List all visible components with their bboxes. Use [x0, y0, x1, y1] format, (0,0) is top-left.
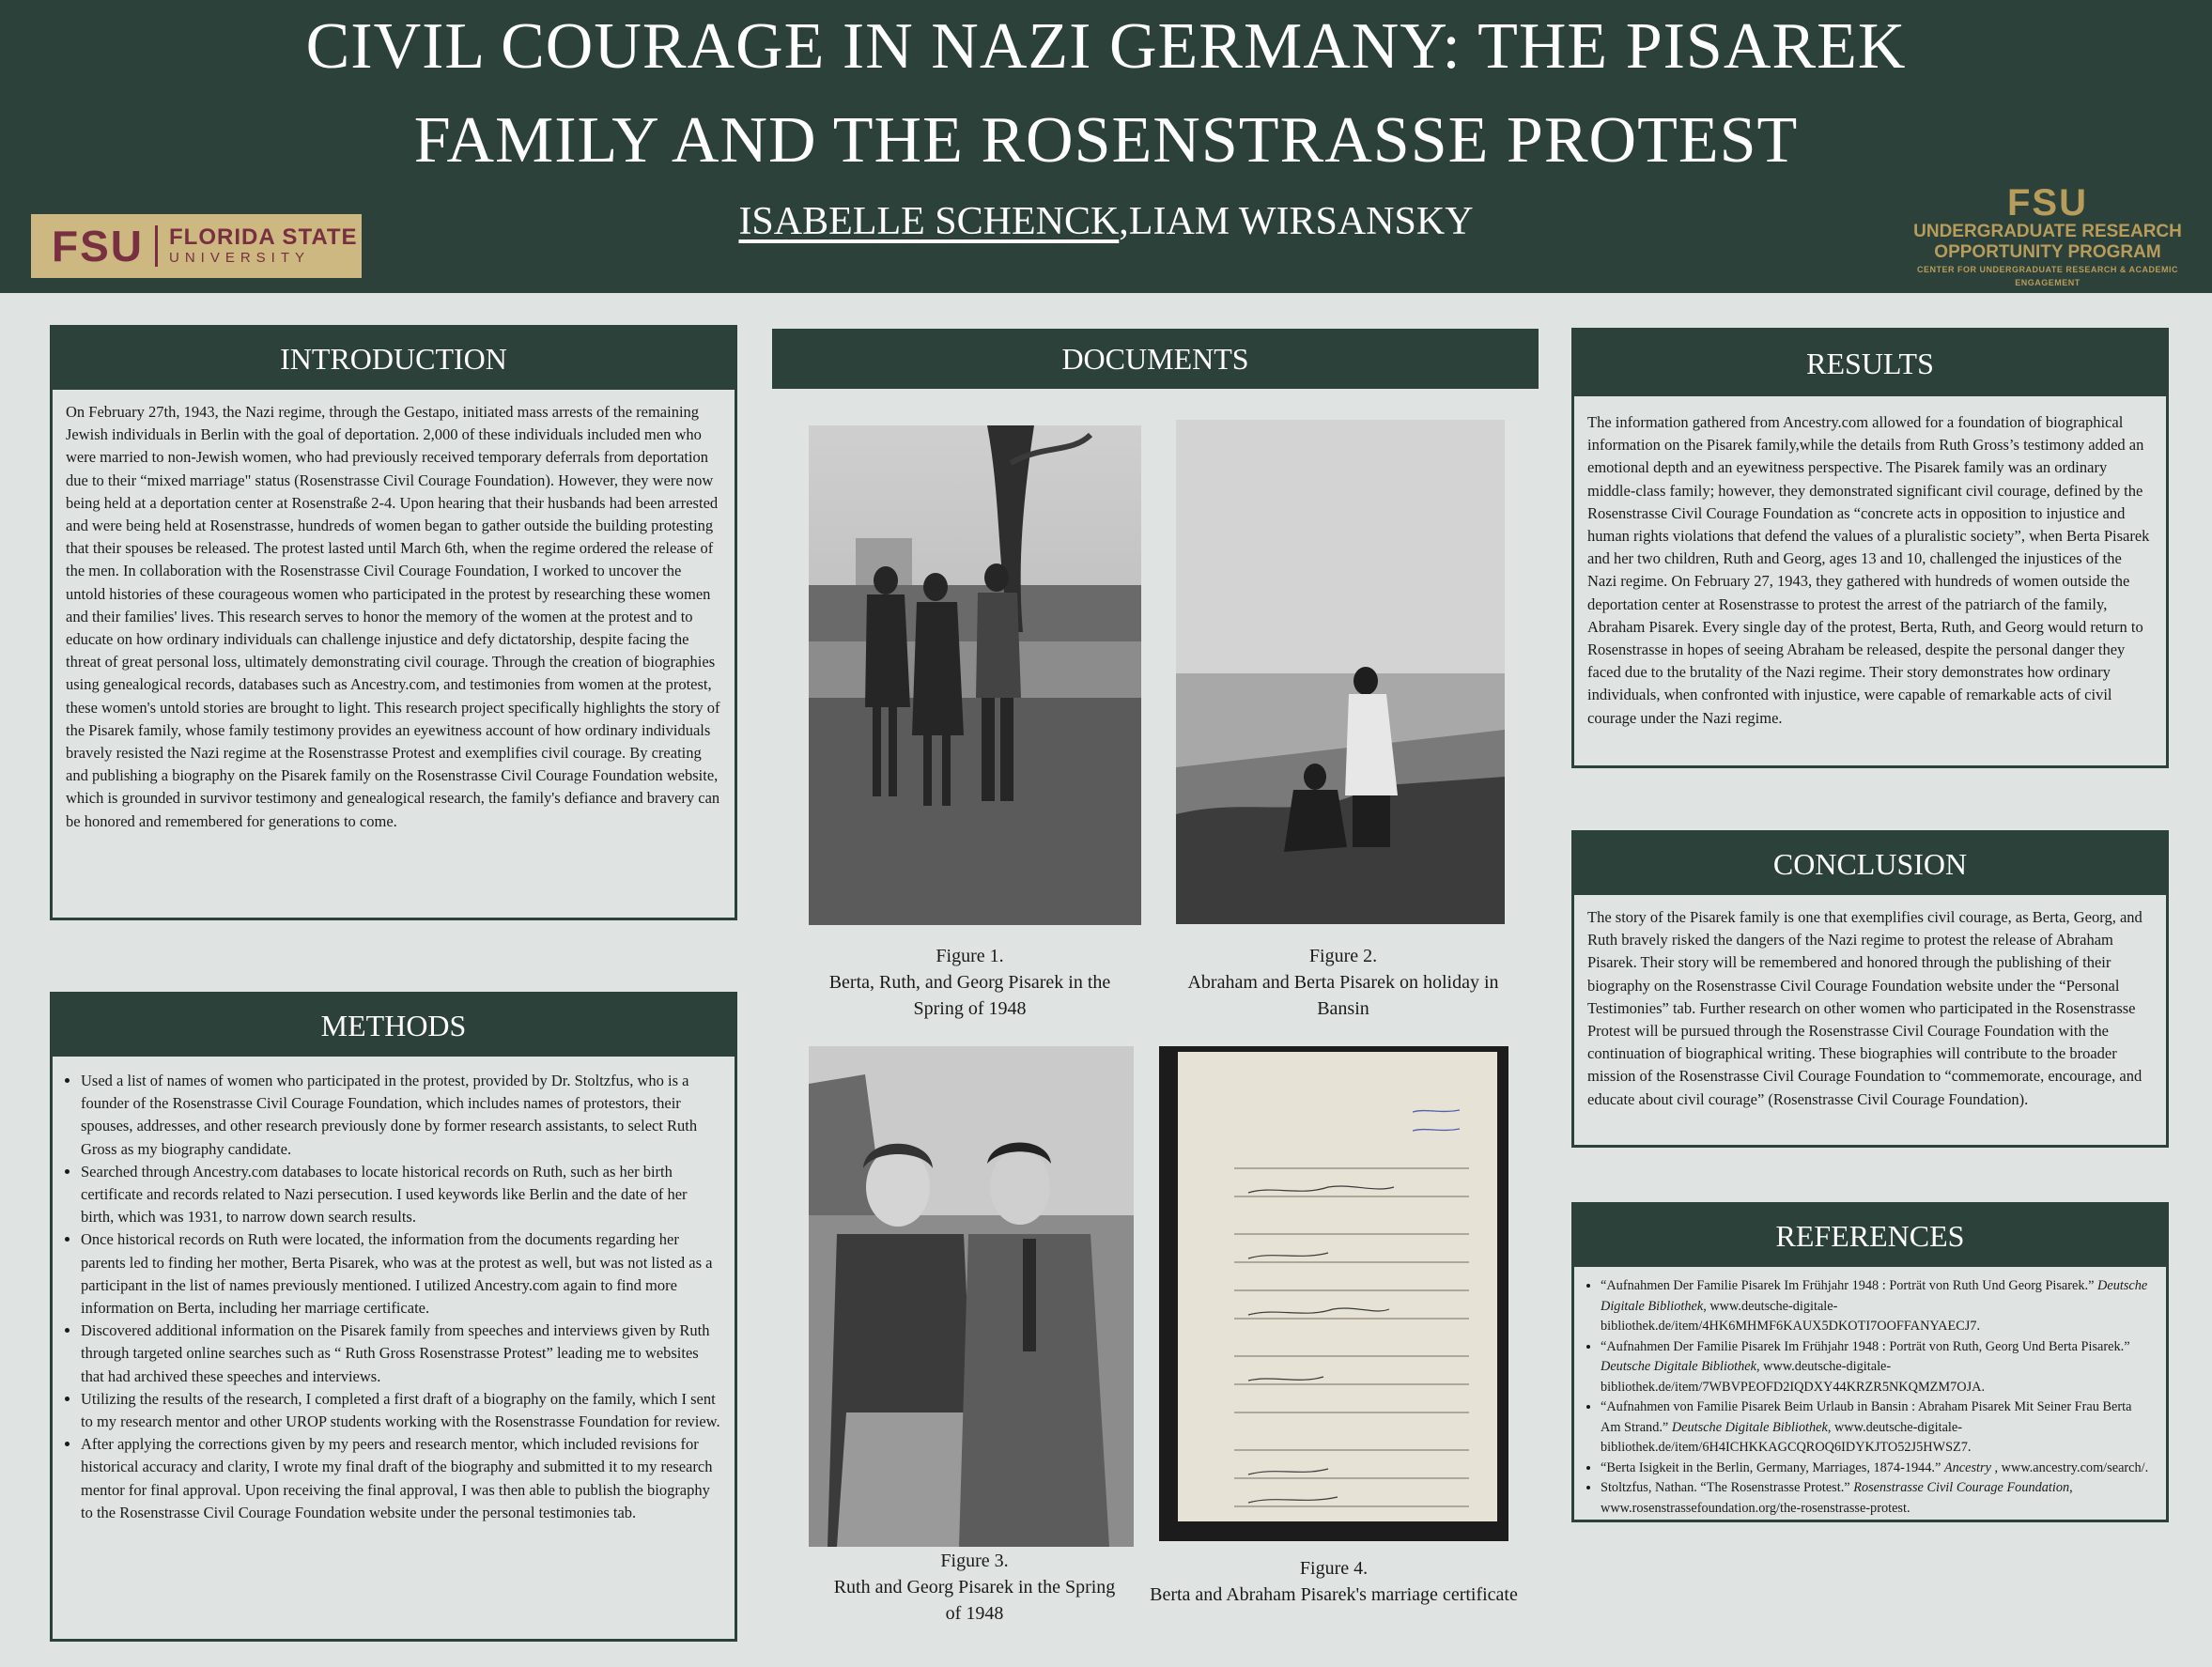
- methods-panel: [50, 992, 737, 1642]
- figure-3-caption: [827, 1548, 1122, 1627]
- urop-logo: [1888, 184, 2207, 289]
- documents-heading: DOCUMENTS: [772, 329, 1539, 389]
- methods-item: • After applying the corrections given by my peers and research mentor, which included revisions for historical accuracy and clarity, I wrote my final draft of the biography and submitted it to my research mentor for final approval. Upon receiving the final approval, I was then able to publish the biography to the Rosenstrasse Civil Courage Foundation website under the personal testimonies tab.: [81, 1433, 721, 1524]
- figure-1-text: Berta, Ruth, and Georg Pisarek in the Spring of 1948: [828, 972, 1111, 1019]
- figure-2-text: Abraham and Berta Pisarek on holiday in Bansin: [1187, 972, 1499, 1019]
- title-line-2: FAMILY AND THE ROSENSTRASSE PROTEST: [413, 104, 1799, 177]
- figure-4-caption: [1137, 1555, 1531, 1608]
- methods-item: • Discovered additional information on the Pisarek family from speeches and interviews given by Ruth through targeted online searches such as “ Ruth Gross Rosenstrasse Protest” leading me to websites that had archived these speeches and interviews.: [81, 1320, 721, 1388]
- fsu-sub: UNIVERSITY: [169, 250, 311, 266]
- fsu-monogram: FSU: [52, 222, 144, 270]
- figure-1-caption: [817, 943, 1122, 1022]
- poster-title: [0, 0, 2212, 188]
- reference-item: • “Aufnahmen von Familie Pisarek Beim Urlaub in Bansin : Abraham Pisarek Mit Seiner Frau Berta Am Strand.” Deutsche Digitale Bibliothek, www.deutsche-digitale-bibliothek.de/item/6H4ICHKKAGCQROQ6IDYKJTO52J5HWSZ7.: [1601, 1397, 2153, 1459]
- title-line-1: CIVIL COURAGE IN NAZI GERMANY: THE PISAREK: [305, 10, 1907, 83]
- methods-item: • Searched through Ancestry.com databases to locate historical records on Ruth, such as her birth certificate and records related to Nazi persecution. I used keywords like Berlin and the date of her birth, which was 1931, to narrow down search results.: [81, 1161, 721, 1229]
- methods-body: [53, 1057, 735, 1524]
- figure-3-number: Figure 3.: [940, 1551, 1009, 1571]
- methods-item: • Used a list of names of women who participated in the protest, provided by Dr. Stoltzfus, who is a founder of the Rosenstrasse Civil Courage Foundation, which includes names of protestors, their spouses, addresses, and other research previously done by former research assistants, to select Ruth Gross as my biography candidate.: [81, 1070, 721, 1161]
- results-heading: RESULTS: [1574, 331, 2166, 396]
- urop-line-2: OPPORTUNITY PROGRAM: [1934, 242, 2161, 262]
- fsu-logo: [31, 214, 362, 278]
- reference-item: • “Berta Isigkeit in the Berlin, Germany, Marriages, 1874-1944.” Ancestry , www.ancestry.com/search/.: [1601, 1459, 2153, 1479]
- references-list: [1587, 1276, 2153, 1519]
- figure-2-photo: [1176, 420, 1505, 924]
- urop-monogram: FSU: [2007, 182, 2088, 224]
- figure-4-photo: [1159, 1046, 1508, 1541]
- figure-1-number: Figure 1.: [936, 946, 1004, 966]
- figure-4-text: Berta and Abraham Pisarek's marriage certificate: [1150, 1584, 1518, 1605]
- figure-1-image: [809, 425, 1141, 925]
- conclusion-panel: [1571, 830, 2169, 1148]
- figure-4-image: [1159, 1046, 1508, 1541]
- references-body: [1574, 1267, 2166, 1519]
- figure-3-photo: [809, 1046, 1134, 1547]
- results-text: The information gathered from Ancestry.com allowed for a foundation of biographical information on the Pisarek family,while the details from Ruth Gross’s testimony added an emotional depth and an eyewitness perspective. The Pisarek family was an ordinary middle-class family; however, they demonstrated significant civil courage, defined by the Rosenstrasse Civil Courage Foundation as “concrete acts in opposition to injustice and human rights violations that defend the values of a pluralistic society”, when Berta Pisarek and her two children, Ruth and Georg, ages 13 and 10, challenged the injustices of the Nazi regime. On February 27, 1943, they gathered with hundreds of women outside the deportation center at Rosenstrasse to protest the arrest of the patriarch of the family, Abraham Pisarek. Every single day of the protest, Berta, Ruth, and Georg would return to Rosenstrasse in hopes of seeing Abraham be released, despite the personal danger they faced due to the brutality of the Nazi regime. Their story demonstrates how ordinary individuals, when confronted with injustice, were capable of remarkable acts of civil courage under the Nazi regime.: [1587, 413, 2150, 727]
- figure-4-number: Figure 4.: [1299, 1558, 1369, 1579]
- methods-heading: METHODS: [53, 995, 735, 1057]
- fsu-wordmark: [169, 225, 358, 267]
- results-panel: [1571, 328, 2169, 768]
- figure-1-photo: [809, 425, 1141, 925]
- urop-line-3: CENTER FOR UNDERGRADUATE RESEARCH & ACADEMIC ENGAGEMENT: [1916, 265, 2178, 287]
- figure-2-image: [1176, 420, 1505, 924]
- author-2: LIAM WIRSANSKY: [1128, 200, 1474, 243]
- logo-divider: [155, 225, 158, 267]
- methods-item: • Utilizing the results of the research, I completed a first draft of a biography on the family, which I sent to my research mentor and other UROP students working with the Rosenstrasse Foundation for review.: [81, 1388, 721, 1433]
- urop-line-1: UNDERGRADUATE RESEARCH: [1913, 222, 2182, 241]
- references-heading: REFERENCES: [1574, 1205, 2166, 1267]
- figure-2-caption: [1179, 943, 1508, 1022]
- fsu-name: FLORIDA STATE: [169, 224, 358, 250]
- conclusion-heading: CONCLUSION: [1574, 833, 2166, 895]
- reference-item: • Stoltzfus, Nathan. “The Rosenstrasse Protest.” Rosenstrasse Civil Courage Foundation, www.rosenstrassefoundation.org/the-rosenstrasse-protest.: [1601, 1478, 2153, 1519]
- author-separator: ,: [1119, 200, 1129, 243]
- author-1: ISABELLE SCHENCK: [738, 200, 1120, 243]
- introduction-text: On February 27th, 1943, the Nazi regime, through the Gestapo, initiated mass arrests of the remaining Jewish individuals in Berlin with the goal of deportation. 2,000 of these individuals included men who were married to non-Jewish women, who had previously received temporary deferrals from deportation due to their “mixed marriage" status (Rosenstrasse Civil Courage Foundation). However, they were now being held at a deportation center at Rosenstraße 2-4. Upon hearing that their husbands had been arrested and were being held at Rosenstrasse, hundreds of women began to gather outside the building protesting that their spouses be released. The protest lasted until March 6th, when the regime ordered the release of the men. In collaboration with the Rosenstrasse Civil Courage Foundation, I worked to uncover the untold histories of these courageous women who participated in the protest by researching these women and their families' lives. This research serves to honor the memory of the women at the protest and to educate on how ordinary individuals can challenge injustice and defy dictatorship, despite facing the threat of great personal loss, ultimately demonstrating civil courage. Through the creation of biographies using genealogical records, databases such as Ancestry.com, and testimonies from women at the protest, these women's untold stories are brought to light. This research project specifically highlights the story of the Pisarek family, whose family testimony provides an eyewitness account of how ordinary individuals bravely resisted the Nazi regime at the Rosenstrasse Protest and exemplifies civil courage. By creating and publishing a biography on the Pisarek family on the Rosenstrasse Civil Courage Foundation website, which is grounded in survivor testimony and genealogical research, the family's defiance and bravery can be honored and remembered for generations to come.: [66, 403, 720, 830]
- methods-list: [66, 1070, 721, 1524]
- methods-item: • Once historical records on Ruth were located, the information from the documents regarding her parents led to finding her mother, Berta Pisarek, who was at the protest as well, but was not listed as a participant in the list of names previously mentioned. I utilized Ancestry.com again to find more information on Berta, including her marriage certificate.: [81, 1228, 721, 1320]
- reference-item: • “Aufnahmen Der Familie Pisarek Im Frühjahr 1948 : Porträt von Ruth, Georg Und Berta Pisarek.” Deutsche Digitale Bibliothek, www.deutsche-digitale-bibliothek.de/item/7WBVPEOFD2IQDXY44KRZR5NKQMZM7OJA.: [1601, 1337, 2153, 1398]
- reference-item: • “Aufnahmen Der Familie Pisarek Im Frühjahr 1948 : Porträt von Ruth Und Georg Pisarek.” Deutsche Digitale Bibliothek, www.deutsche-digitale-bibliothek.de/item/4HK6MHMF6KAUX5DKOTI7OOFFANYAECJ7.: [1601, 1276, 2153, 1337]
- poster-header: [0, 0, 2212, 293]
- figure-2-number: Figure 2.: [1308, 946, 1378, 966]
- introduction-panel: [50, 325, 737, 920]
- figure-3-image: [809, 1046, 1134, 1547]
- figure-3-text: Ruth and Georg Pisarek in the Spring of 1948: [833, 1577, 1116, 1624]
- references-panel: [1571, 1202, 2169, 1522]
- introduction-heading: INTRODUCTION: [53, 328, 735, 390]
- conclusion-text: The story of the Pisarek family is one that exemplifies civil courage, as Berta, Georg, and Ruth bravely risked the dangers of the Nazi regime to protest the release of Abraham Pisarek. Their story will be remembered and honored through the publishing of their biography on the Rosenstrasse Civil Courage Foundation website under the “Personal Testimonies” tab. Further research on other women who participated in the Rosenstrasse Protest will be pursued through the Rosenstrasse Civil Courage Foundation with the continuation of biographical writing. These biographies will contribute to the broader mission of the Rosenstrasse Civil Courage Foundation to “commemorate, encourage, and educate about civil courage” (Rosenstrasse Civil Courage Foundation).: [1587, 908, 2142, 1108]
